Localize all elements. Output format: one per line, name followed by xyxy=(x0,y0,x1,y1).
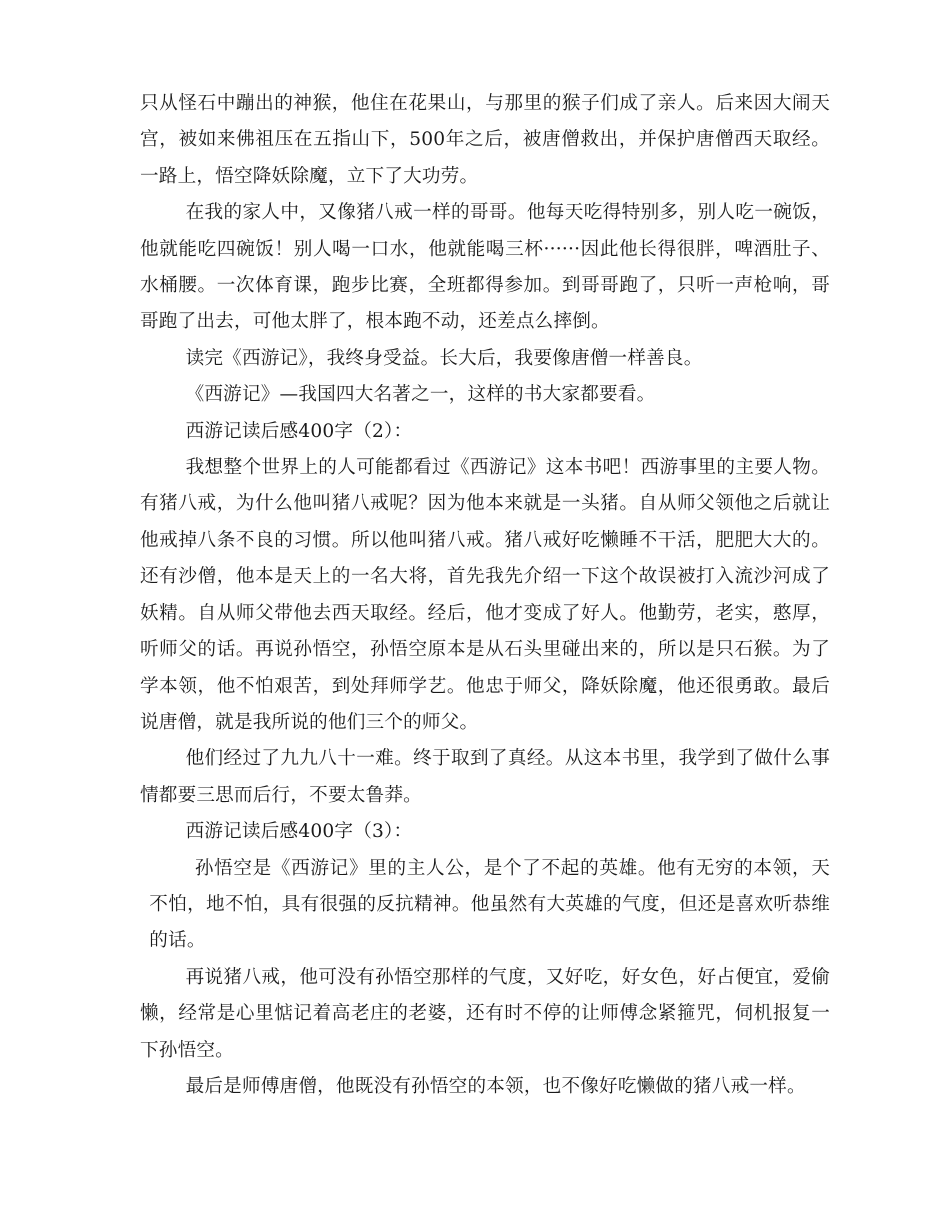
paragraph-9: 最后是师傅唐僧，他既没有孙悟空的本领，也不像好吃懒做的猪八戒一样。 xyxy=(185,1075,806,1097)
paragraph-3: 读完《西游记》，我终身受益。长大后，我要像唐僧一样善良。 xyxy=(185,347,703,369)
paragraph-2: 在我的家人中，又像猪八戒一样的哥哥。他每天吃得特别多，别人吃一碗饭，他就能吃四碗饭！别人喝一口水，他就能喝三杯······因此他长得很胖，啤酒肚子、水桶腰。一次体育课，跑步比赛，全班都得参加。到哥哥跑了，只听一声枪响，哥哥跑了出去，可他太胖了，根本跑不动，还差点么摔倒。 xyxy=(140,202,830,333)
document-body xyxy=(140,86,830,1105)
paragraph-4: 《西游记》—我国四大名著之一，这样的书大家都要看。 xyxy=(185,384,656,406)
section-heading-2: 西游记读后感400字（2）： xyxy=(185,420,413,442)
paragraph-6: 他们经过了九九八十一难。终于取到了真经。从这本书里，我学到了做什么事情都要三思而后行，不要太鲁莽。 xyxy=(140,748,830,806)
paragraph-8: 再说猪八戒，他可没有孙悟空那样的气度，又好吃，好女色，好占便宜，爱偷懒，经常是心里惦记着高老庄的老婆，还有时不停的让师傅念紧箍咒，伺机报复一下孙悟空。 xyxy=(140,966,830,1061)
paragraph-5: 我想整个世界上的人可能都看过《西游记》这本书吧！西游事里的主要人物。有猪八戒，为什么他叫猪八戒呢？因为他本来就是一头猪。自从师父领他之后就让他戒掉八条不良的习惯。所以他叫猪八戒。猪八戒好吃懒睡不干活，肥肥大大的。还有沙僧，他本是天上的一名大将，首先我先介绍一下这个故误被打入流沙河成了妖精。自从师父带他去西天取经。经后，他才变成了好人。他勤劳，老实，憨厚，听师父的话。再说孙悟空，孙悟空原本是从石头里碰出来的，所以是只石猴。为了学本领，他不怕艰苦，到处拜师学艺。他忠于师父，降妖除魔，他还很勇敢。最后说唐僧，就是我所说的他们三个的师父。 xyxy=(140,457,830,733)
paragraph-1: 只从怪石中蹦出的神猴，他住在花果山，与那里的猴子们成了亲人。后来因大闹天宫，被如来佛祖压在五指山下，500年之后，被唐僧救出，并保护唐僧西天取经。一路上，悟空降妖除魔，立下了大功劳。 xyxy=(140,93,830,187)
section-heading-3: 西游记读后感400字（3）： xyxy=(185,821,413,843)
paragraph-7: 孙悟空是《西游记》里的主人公，是个了不起的英雄。他有无穷的本领，天不怕，地不怕，具有很强的反抗精神。他虽然有大英雄的气度，但还是喜欢听恭维的话。 xyxy=(149,857,830,952)
